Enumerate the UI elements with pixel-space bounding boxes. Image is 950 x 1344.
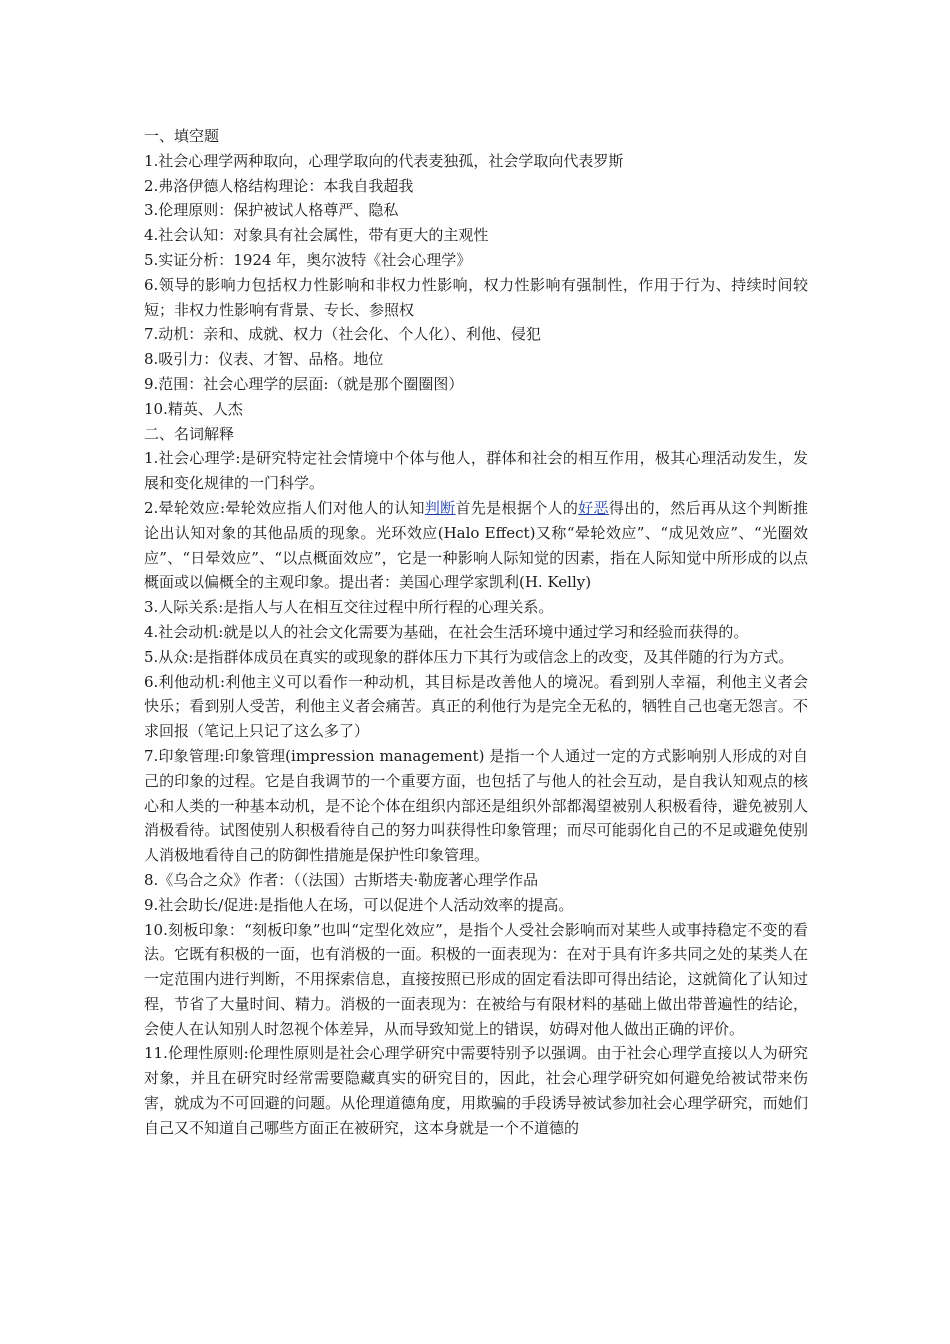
- definition-item: 4.社会动机:就是以人的社会文化需要为基础，在社会生活环境中通过学习和经验而获得的。: [144, 622, 749, 641]
- definition-item: 5.从众:是指群体成员在真实的或现象的群体压力下其行为或信念上的改变，及其伴随的行为方式。: [144, 647, 794, 666]
- definition-item-halo-effect: [144, 496, 808, 595]
- preference-link[interactable]: 好恶: [578, 498, 609, 517]
- section-heading-fill-blank: 一、填空题: [144, 127, 220, 145]
- section-heading-definitions: 二、名词解释: [144, 424, 235, 443]
- definition-item: 1.社会心理学:是研究特定社会情境中个体与他人，群体和社会的相互作用，极其心理活动发生，发展和变化规律的一门科学。: [144, 449, 808, 493]
- list-item: 7.动机：亲和、成就、权力（社会化、个人化）、利他、侵犯: [144, 325, 541, 344]
- definition-item: 9.社会助长/促进:是指他人在场，可以促进个人活动效率的提高。: [144, 895, 574, 914]
- list-item: 9.范围：社会心理学的层面:（就是那个圈圈图）: [144, 374, 464, 393]
- definition-item: 6.利他动机:利他主义可以看作一种动机，其目标是改善他人的境况。看到别人幸福，利他主义者会快乐；看到别人受苦，利他主义者会痛苦。真正的利他行为是完全无私的，牺牲自己也毫无怨言。不求回报（笔记上只记了这么多了）: [144, 672, 808, 741]
- list-item: 3.伦理原则：保护被试人格尊严、隐私: [144, 201, 399, 220]
- definition-text: 得出的，然后再从这个判断推论出认知对象的其他品质的现象。光环效应(Halo Effect)又称“晕轮效应”、“成见效应”、“光圈效应”、“日晕效应”、“以点概面效应”，它是一种影响人际知觉的因素，指在人际知觉中所形成的以点概面或以偏概全的主观印象。提出者：美国心理学家凯利(H. Kelly): [144, 498, 808, 592]
- list-item: 4.社会认知：对象具有社会属性，带有更大的主观性: [144, 226, 489, 245]
- list-item: 2.弗洛伊德人格结构理论：本我自我超我: [144, 176, 414, 195]
- list-item: 1.社会心理学两种取向，心理学取向的代表麦独孤，社会学取向代表罗斯: [144, 151, 624, 170]
- list-item: 5.实证分析：1924 年，奥尔波特《社会心理学》: [144, 250, 472, 269]
- list-item: 6.领导的影响力包括权力性影响和非权力性影响，权力性影响有强制性，作用于行为、持续时间较短；非权力性影响有背景、专长、参照权: [144, 275, 808, 319]
- definition-item: 11.伦理性原则:伦理性原则是社会心理学研究中需要特别予以强调。由于社会心理学直接以人为研究对象，并且在研究时经常需要隐藏真实的研究目的，因此，社会心理学研究如何避免给被试带来伤害，就成为不可回避的问题。从伦理道德角度，用欺骗的手段诱导被试参加社会心理学研究，而她们自己又不知道自己哪些方面正在被研究，这本身就是一个不道德的: [144, 1044, 808, 1137]
- definition-item: 10.刻板印象：“刻板印象”也叫“定型化效应”，是指个人受社会影响而对某些人或事持稳定不变的看法。它既有积极的一面，也有消极的一面。积极的一面表现为：在对于具有许多共同之处的某类人在一定范围内进行判断，不用探索信息，直接按照已形成的固定看法即可得出结论，这就简化了认知过程，节省了大量时间、精力。消极的一面表现为：在被给与有限材料的基础上做出带普遍性的结论，会使人在认知别人时忽视个体差异，从而导致知觉上的错误，妨碍对他人做出正确的评价。: [144, 920, 808, 1038]
- list-item: 8.吸引力：仪表、才智、品格。地位: [144, 350, 384, 369]
- definition-text: 2.晕轮效应:晕轮效应指人们对他人的认知: [144, 498, 425, 517]
- definition-item: 3.人际关系:是指人与人在相互交往过程中所行程的心理关系。: [144, 598, 554, 617]
- list-item: 10.精英、人杰: [144, 399, 243, 418]
- document-page: [144, 124, 808, 1141]
- judgment-link[interactable]: 判断: [424, 498, 456, 517]
- definition-item: 8.《乌合之众》作者：（（法国）古斯塔夫·勒庞著心理学作品: [144, 870, 539, 889]
- definition-text: 首先是根据个人的: [455, 498, 579, 517]
- definition-item: 7.印象管理:印象管理(impression management) 是指一个人通过一定的方式影响别人形成的对自己的印象的过程。它是自我调节的一个重要方面，也包括了与他人的社会互动，是自我认知观点的核心和人类的一种基本动机，是不论个体在组织内部还是组织外部都渴望被别人积极看待，避免被别人消极看待。试图使别人积极看待自己的努力叫获得性印象管理；而尽可能弱化自己的不足或避免使别人消极地看待自己的防御性措施是保护性印象管理。: [144, 746, 808, 865]
